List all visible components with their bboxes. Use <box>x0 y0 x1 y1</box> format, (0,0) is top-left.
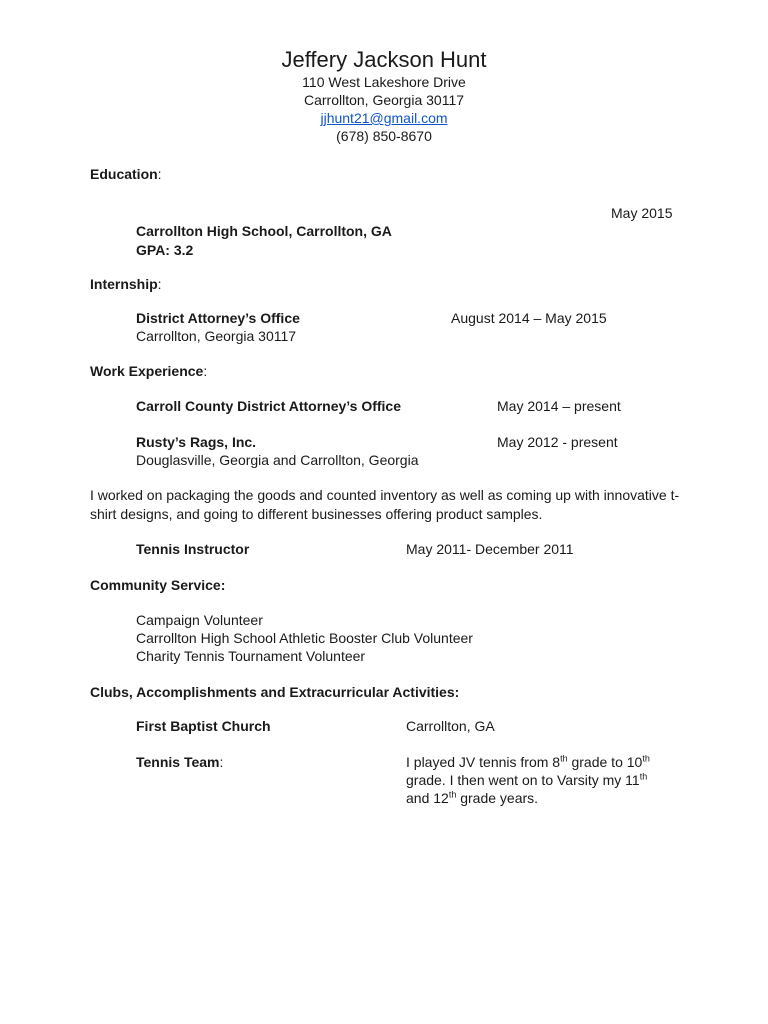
email-link[interactable]: jjhunt21@gmail.com <box>320 110 448 126</box>
tennis-team-label: Tennis Team: <box>136 754 224 770</box>
job2-description: I worked on packaging the goods and counted inventory as well as coming up with innovative t-shirt designs, and going to different businesses offering product samples. <box>90 487 680 522</box>
internship-org: District Attorney’s Office <box>136 310 300 326</box>
job1-org: Carroll County District Attorney’s Office <box>136 398 402 414</box>
job3-dates: May 2011- December 2011 <box>406 541 574 557</box>
job2-dates: May 2012 - present <box>497 434 618 450</box>
internship-dates: August 2014 – May 2015 <box>451 310 607 326</box>
job2-org: Rusty’s Rags, Inc. <box>136 434 257 450</box>
school-name: Carrollton High School, Carrollton, GA <box>136 223 392 239</box>
resume-name: Jeffery Jackson Hunt <box>281 47 487 72</box>
community-heading: Community Service: <box>90 577 226 593</box>
job1-dates: May 2014 – present <box>497 398 621 414</box>
education-heading: Education: <box>90 166 162 182</box>
tennis-desc-line3: and 12th grade years. <box>406 789 539 806</box>
phone-number: (678) 850-8670 <box>336 128 432 144</box>
job3-title: Tennis Instructor <box>136 541 250 557</box>
internship-location: Carrollton, Georgia 30117 <box>136 328 297 344</box>
community-item: Carrollton High School Athletic Booster Club Volunteer <box>136 630 473 646</box>
community-item: Campaign Volunteer <box>136 612 263 628</box>
address-line1: 110 West Lakeshore Drive <box>302 74 466 90</box>
tennis-desc-line1: I played JV tennis from 8th grade to 10th <box>406 753 650 770</box>
address-line2: Carrollton, Georgia 30117 <box>303 92 465 108</box>
gpa: GPA: 3.2 <box>136 242 194 258</box>
tennis-desc-line2: grade. I then went on to Varsity my 11th <box>406 771 648 788</box>
clubs-heading: Clubs, Accomplishments and Extracurricular Activities: <box>90 684 460 700</box>
church-location: Carrollton, GA <box>406 718 495 734</box>
job2-location: Douglasville, Georgia and Carrollton, Georgia <box>136 452 419 468</box>
education-date: May 2015 <box>611 205 673 221</box>
work-heading: Work Experience: <box>90 363 208 379</box>
community-item: Charity Tennis Tournament Volunteer <box>136 648 366 664</box>
internship-heading: Internship: <box>90 276 162 292</box>
church-name: First Baptist Church <box>136 718 271 734</box>
